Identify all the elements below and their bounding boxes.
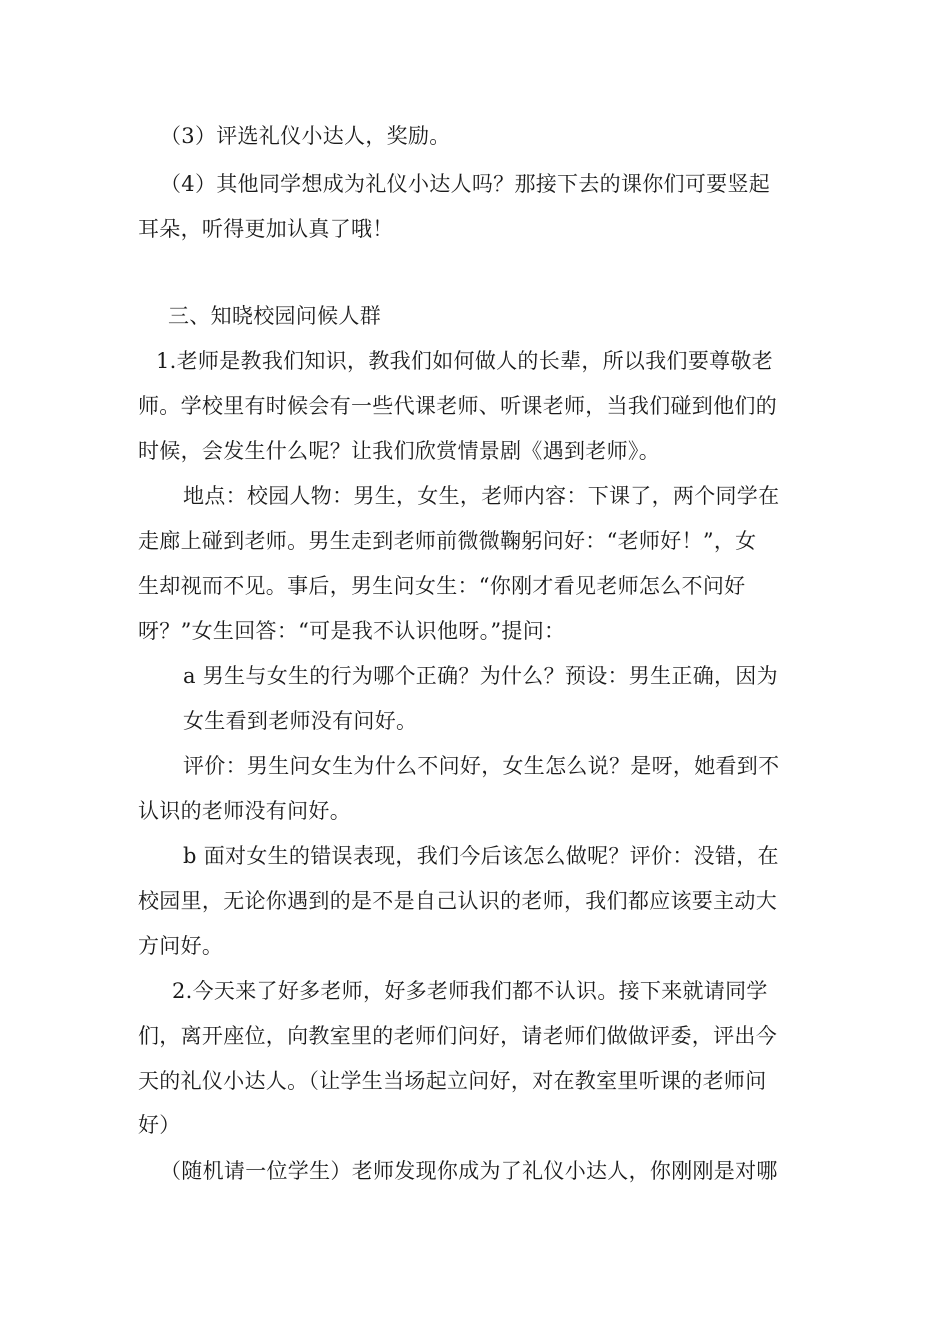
- text-line-14: 评价：男生问女生为什么不问好，女生怎么说？是呀，她看到不: [183, 754, 780, 778]
- text-line-10: 生却视而不见。事后，男生问女生：“你刚才看见老师怎么不问好: [138, 574, 746, 598]
- text-line-20: 们，离开座位，向教室里的老师们问好，请老师们做做评委，评出今: [138, 1024, 777, 1048]
- text-line-11: 呀？”女生回答：“可是我不认识他呀。”提问：: [138, 619, 566, 643]
- text-line-1: （3）评选礼仪小达人，奖励。: [160, 124, 451, 148]
- text-line-8: 地点：校园人物：男生，女生，老师内容：下课了，两个同学在: [183, 484, 780, 508]
- text-line-21: 天的礼仪小达人。（让学生当场起立问好，对在教室里听课的老师问: [138, 1069, 767, 1093]
- text-line-18: 方问好。: [138, 934, 224, 958]
- text-line-23: （随机请一位学生）老师发现你成为了礼仪小达人，你刚刚是对哪: [160, 1159, 778, 1183]
- text-line-7: 时候，会发生什么呢？让我们欣赏情景剧《遇到老师》。: [138, 439, 660, 463]
- text-line-22: 好）: [138, 1113, 181, 1137]
- text-line-2: （4）其他同学想成为礼仪小达人吗？那接下去的课你们可要竖起: [160, 172, 771, 196]
- text-line-16: b 面对女生的错误表现，我们今后该怎么做呢？评价：没错，在: [183, 844, 779, 868]
- text-line-5: 1.老师是教我们知识，教我们如何做人的长辈，所以我们要尊敬老: [156, 349, 774, 373]
- text-line-19: 2.今天来了好多老师，好多老师我们都不认识。接下来就请同学: [172, 979, 768, 1003]
- text-line-3: 耳朵，听得更加认真了哦！: [138, 217, 394, 241]
- text-line-17: 校园里，无论你遇到的是不是自己认识的老师，我们都应该要主动大: [138, 889, 777, 913]
- section-heading: 三、知晓校园问候人群: [168, 304, 381, 328]
- text-line-9: 走廊上碰到老师。男生走到老师前微微鞠躬问好：“老师好！”，女: [138, 529, 757, 553]
- text-line-13: 女生看到老师没有问好。: [183, 709, 418, 733]
- text-line-15: 认识的老师没有问好。: [138, 799, 351, 823]
- text-line-6: 师。学校里有时候会有一些代课老师、听课老师，当我们碰到他们的: [138, 394, 777, 418]
- text-line-12: a 男生与女生的行为哪个正确？为什么？预设：男生正确，因为: [183, 664, 778, 688]
